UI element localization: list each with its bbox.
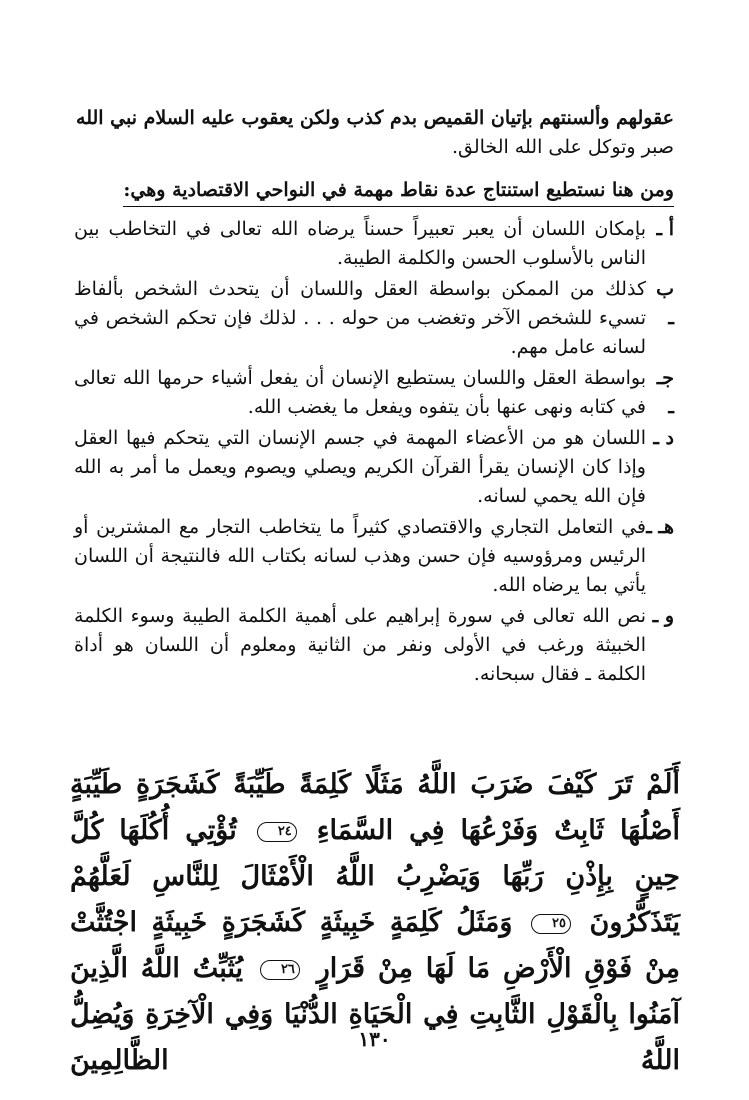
item-text: نص الله تعالى في سورة إبراهيم على أهمية الكلمة الطيبة وسوء الكلمة الخبيثة ورغب في الأولى ونفر من الثانية ومعلوم أن اللسان هو أداة الكلمة ـ فقال سبحانه. (74, 605, 646, 685)
item-text: في التعامل التجاري والاقتصادي كثيراً ما يتخاطب التجار مع المشترين أو الرئيس ومرؤوسيه فإن حسن وهذب لسانه بكتاب الله فالنتيجة أن اللسان يأتي بما يرضاه الله. (74, 516, 646, 596)
verse-26-text: وَمَثَلُ كَلِمَةٍ خَبِيثَةٍ كَشَجَرَةٍ خَبِيثَةٍ اجْتُثَّتْ مِنْ فَوْقِ الْأَرْضِ مَا لَهَا مِنْ قَرَارٍ (70, 907, 681, 984)
body-text (74, 104, 674, 691)
ayah-number-marker: ٢٥ (531, 914, 571, 934)
intro-paragraph (74, 104, 674, 162)
list-item (74, 513, 674, 600)
verse-27-text: يُثَبِّتُ اللَّهُ الَّذِينَ آمَنُوا بِالْقَوْلِ الثَّابِتِ فِي الْحَيَاةِ الدُّنْيَا وَفِي الْآخِرَةِ وَيُضِلُّ اللَّهُ الظَّالِمِينَ (70, 953, 680, 1076)
item-marker: أ ـ (656, 218, 674, 240)
ayah-number-marker: ٢٤ (257, 822, 297, 842)
list-item (74, 602, 674, 689)
page-number: ١٣٠ (358, 1027, 391, 1051)
list-item (74, 364, 674, 422)
item-text: بإمكان اللسان أن يعبر تعبيراً حسناً يرضاه الله تعالى في التخاطب بين الناس بالأسلوب الحسن والكلمة الطيبة. (74, 218, 646, 269)
item-text: كذلك من الممكن بواسطة العقل واللسان أن يتحدث الشخص بألفاظ تسيء للشخص الآخر وتغضب من حوله . . . لذلك فإن تحكم الشخص في لسانه عامل مهم. (74, 278, 646, 358)
verse-25-text: تُؤْتِي أُكُلَهَا كُلَّ حِينٍ بِإِذْنِ رَبِّهَا وَيَضْرِبُ اللَّهُ الْأَمْثَالَ لِلنَّاسِ لَعَلَّهُمْ يَتَذَكَّرُونَ (70, 815, 680, 938)
item-text: اللسان هو من الأعضاء المهمة في جسم الإنسان التي يتحكم فيها العقل وإذا كان الإنسان يقرأ القرآن الكريم ويصلي ويصوم ويعمل ما أمر به الله فإن الله يحمي لسانه. (74, 427, 646, 507)
item-marker: جـ ـ (656, 367, 674, 418)
intro-line-2: صبر وتوكل على الله الخالق. (451, 136, 674, 158)
verse-24-text: أَلَمْ تَرَ كَيْفَ ضَرَبَ اللَّهُ مَثَلًا كَلِمَةً طَيِّبَةً كَشَجَرَةٍ طَيِّبَةٍ أَصْلُهَا ثَابِتٌ وَفَرْعُهَا فِي السَّمَاءِ (70, 769, 680, 846)
list-item (74, 215, 674, 273)
list-item (74, 424, 674, 511)
item-marker: د ـ (653, 427, 674, 449)
item-marker: هـ ـ (646, 516, 674, 538)
list-item (74, 275, 674, 362)
ayah-number-marker: ٢٦ (260, 960, 300, 980)
item-marker: ب ـ (656, 278, 674, 329)
points-list (74, 215, 674, 689)
intro-line-1: عقولهم وألسنتهم بإتيان القميص بدم كذب ولكن يعقوب عليه السلام نبي الله (76, 107, 674, 129)
item-text: بواسطة العقل واللسان يستطيع الإنسان أن يفعل أشياء حرمها الله تعالى في كتابه ونهى عنها بأن يتفوه ويفعل ما يغضب الله. (74, 367, 646, 418)
item-marker: و ـ (652, 605, 674, 627)
section-heading: ومن هنا نستطيع استنتاج عدة نقاط مهمة في النواحي الاقتصادية وهي: (123, 176, 674, 207)
